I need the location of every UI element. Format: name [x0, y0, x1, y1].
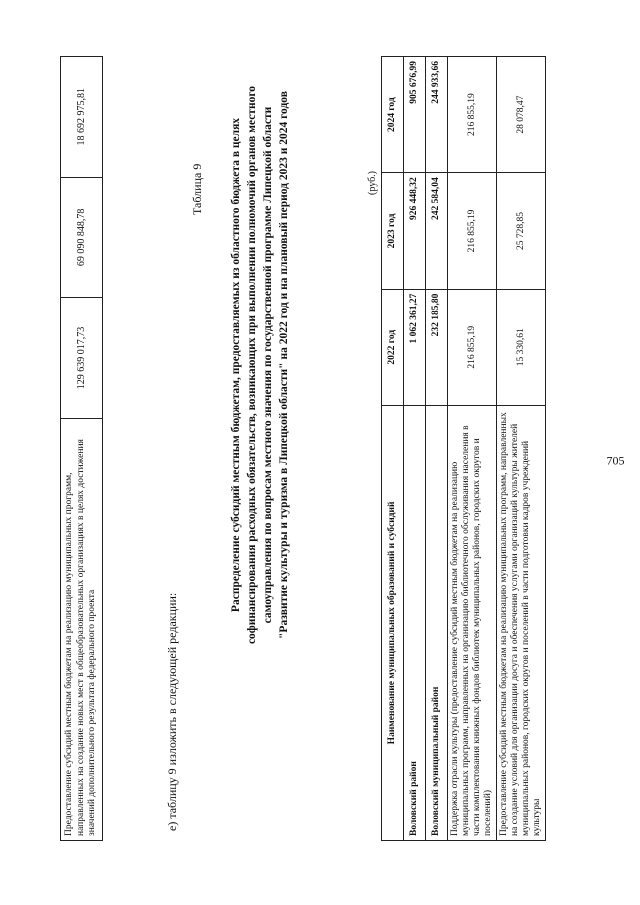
table-row [61, 57, 103, 841]
amendment-note: е) таблицу 9 изложить в следующей редакции: [165, 592, 179, 831]
table-row [497, 57, 546, 841]
row-value: 25 728,85 [497, 173, 546, 289]
row-value: 216 855,19 [448, 173, 497, 289]
header-2024: 2024 год [382, 57, 404, 173]
previous-row-value-2: 69 090 848,78 [61, 177, 103, 298]
table-row [426, 57, 448, 841]
row-name: Поддержка отрасли культуры (предоставление субсидий местным бюджетам на реализацию муниципальных программ, направленных на организацию библиотечного обслуживания населения в части комплектования книжных фондов библиотек муниципальных районов, городских округов и поселений) [448, 405, 497, 840]
table-label: Таблица 9 [190, 163, 204, 215]
table-row [448, 57, 497, 841]
previous-row-value-1: 129 639 017,73 [61, 298, 103, 419]
header-name: Наименование муниципальных образований и субсидий [382, 405, 404, 840]
row-value: 926 448,32 [404, 173, 426, 289]
row-name: Воловский район [404, 405, 426, 840]
previous-row-value-3: 18 692 975,81 [61, 57, 103, 178]
row-value: 232 185,80 [426, 289, 448, 405]
row-value: 216 855,19 [448, 289, 497, 405]
row-value: 242 584,04 [426, 173, 448, 289]
row-value: 216 855,19 [448, 57, 497, 173]
row-value: 905 676,99 [404, 57, 426, 173]
row-name: Воловский муниципальный район [426, 405, 448, 840]
row-name: Предоставление субсидий местным бюджетам на реализацию муниципальных программ, направленных на создание условий для организации досуга и обеспечения услугами организаций культуры жителей муниципальных районов, городских округов и поселений в части подготовки кадров учреждений культуры [497, 405, 546, 840]
previous-table [60, 56, 103, 841]
row-value: 28 078,47 [497, 57, 546, 173]
table-row [404, 57, 426, 841]
previous-row-description: Предоставление субсидий местным бюджетам на реализацию муниципальных программ, направленных на создание новых мест в общеобразовательных организациях в целях достижения значений дополнительного результата федерального проекта [61, 418, 103, 840]
table-header-row [382, 57, 404, 841]
row-value: 15 330,61 [497, 289, 546, 405]
row-value: 1 062 361,27 [404, 289, 426, 405]
unit-label: (руб.) [367, 171, 378, 195]
header-2022: 2022 год [382, 289, 404, 405]
page-number: 705 [606, 453, 625, 468]
table-heading: Распределение субсидий местным бюджетам, предоставляемых из областного бюджета в целях софинансирования расходных обязательств, возникающих при выполнении полномочий органов местного самоуправления по вопросам местного значения по государственной программе Липецкой области "Развитие культуры и туризма в Липецкой области" на 2022 год и на плановый период 2023 и 2024 годов [230, 85, 290, 645]
header-2023: 2023 год [382, 173, 404, 289]
row-value: 244 933,66 [426, 57, 448, 173]
subsidy-table [381, 56, 546, 841]
